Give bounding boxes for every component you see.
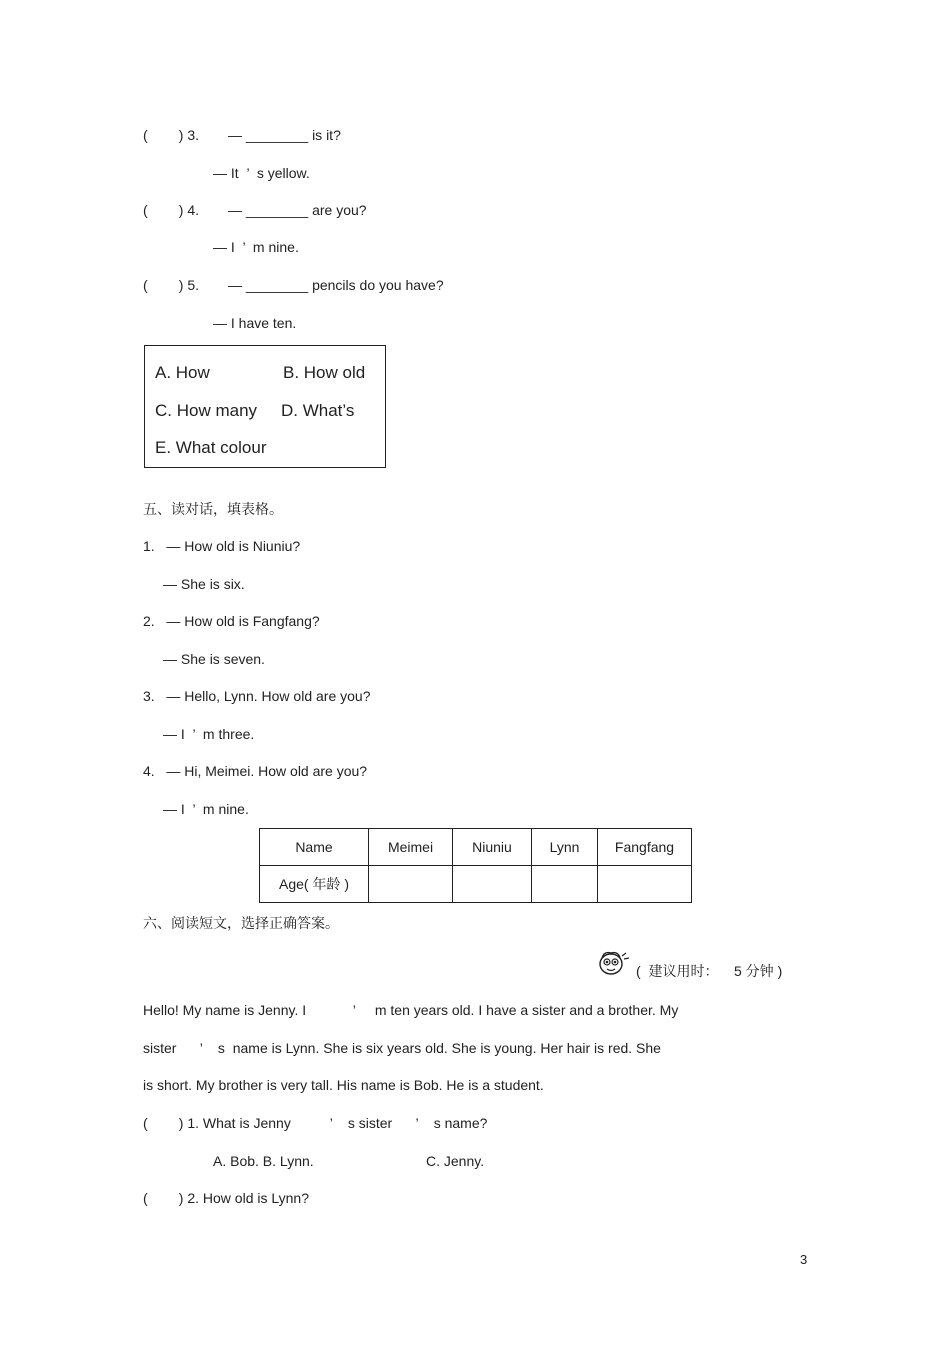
question-3-number: ( ) 3. [143, 127, 200, 143]
question-3-text: — ________ is it? [228, 127, 341, 143]
question-4-number: ( ) 4. [143, 202, 200, 218]
reading-question-2: ( ) 2. How old is Lynn? [143, 1190, 309, 1206]
age-cell-meimei[interactable] [369, 866, 453, 903]
section-6-title: 六、阅读短文，选择正确答案。 [143, 915, 339, 931]
passage-line-3: is short. My brother is very tall. His name is Bob. He is a student. [143, 1077, 544, 1093]
option-a: A. How [155, 363, 210, 382]
table-row [260, 866, 692, 903]
passage-line-1: Hello! My name is Jenny. I ’ m ten years old. I have a sister and a brother. My [143, 1002, 679, 1018]
question-3-answer: — It ’ s yellow. [213, 165, 310, 181]
row-label-age: Age( 年龄 ) [260, 866, 369, 903]
reading-question-1-options-ab: A. Bob. B. Lynn. [213, 1153, 314, 1169]
dialogue-2-question: 2. — How old is Fangfang? [143, 613, 320, 629]
question-4-text: — ________ are you? [228, 202, 367, 218]
option-c: C. How many [155, 401, 258, 420]
dialogue-2-answer: — She is seven. [163, 651, 265, 667]
page-number: 3 [800, 1252, 808, 1267]
question-5-answer: — I have ten. [213, 315, 297, 331]
question-4-answer: — I ’ m nine. [213, 239, 299, 255]
header-meimei: Meimei [369, 829, 453, 866]
passage-line-2: sister ’ s name is Lynn. She is six years old. She is young. Her hair is red. She [143, 1040, 661, 1056]
reading-question-1: ( ) 1. What is Jenny ’ s sister ’ s name? [143, 1115, 488, 1131]
header-name: Name [260, 829, 369, 866]
option-d: D. What’s [281, 401, 355, 420]
dialogue-1-answer: — She is six. [163, 576, 245, 592]
age-cell-lynn[interactable] [532, 866, 598, 903]
reading-question-1-option-c: C. Jenny. [426, 1153, 485, 1169]
dialogue-3-answer: — I ’ m three. [163, 726, 255, 742]
option-b: B. How old [283, 363, 366, 382]
option-e: E. What colour [155, 438, 267, 457]
age-cell-niuniu[interactable] [453, 866, 532, 903]
dialogue-4-question: 4. — Hi, Meimei. How old are you? [143, 763, 368, 779]
header-lynn: Lynn [532, 829, 598, 866]
dialogue-4-answer: — I ’ m nine. [163, 801, 249, 817]
section-5-title: 五、读对话，填表格。 [143, 501, 283, 517]
dialogue-1-question: 1. — How old is Niuniu? [143, 538, 301, 554]
question-5-number: ( ) 5. [143, 277, 200, 293]
age-cell-fangfang[interactable] [598, 866, 692, 903]
dialogue-3-question: 3. — Hello, Lynn. How old are you? [143, 688, 371, 704]
time-hint: ( 建议用时： 5 分钟 ) [636, 963, 783, 979]
question-5-text: — ________ pencils do you have? [228, 277, 444, 293]
options-box [144, 345, 386, 468]
age-table [259, 828, 692, 903]
header-niuniu: Niuniu [453, 829, 532, 866]
header-fangfang: Fangfang [598, 829, 692, 866]
table-header-row [260, 829, 692, 866]
cartoon-face-icon [598, 950, 630, 976]
